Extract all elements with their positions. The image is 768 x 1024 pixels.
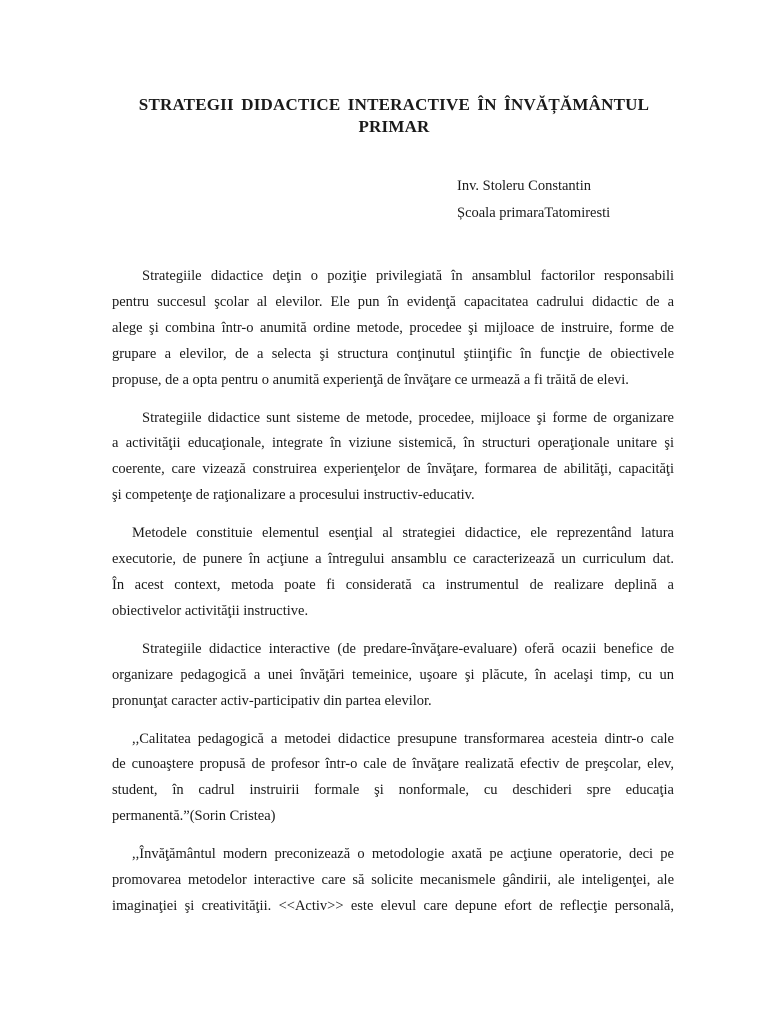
paragraph-line: obiectivelor activităţii instructive. xyxy=(112,602,309,619)
paragraph-line: propuse, de a opta pentru o anumită experienţă de învăţare ce urmează a fi trăită de elevi. xyxy=(112,371,629,388)
title-line-1: STRATEGII DIDACTICE INTERACTIVE ÎN ÎNVĂȚĂMÂNTUL xyxy=(138,95,650,114)
author-school: Școala primaraTatomiresti xyxy=(457,205,611,221)
paragraph-line: Strategiile didactice interactive (de predare-învăţare-evaluare) oferă ocazii benefice de xyxy=(142,640,674,657)
paragraph-line: pentru succesul şcolar al elevilor. Ele pun în evidenţă capacitatea cadrului didactic de a xyxy=(112,293,674,310)
paragraph-line: Metodele constituie elementul esenţial al strategiei didactice, ele reprezentând latura xyxy=(132,525,674,542)
paragraph xyxy=(112,406,674,510)
paragraph-line: coerente, care vizează construirea experienţelor de învăţare, formarea de abilităţi, capacităţi xyxy=(112,461,674,478)
paragraph xyxy=(112,842,674,920)
paragraph-line: student, în cadrul instruirii formale şi nonformale, cu deschideri spre educaţia xyxy=(112,782,674,799)
paragraph xyxy=(112,727,674,831)
paragraph-line: Strategiile didactice sunt sisteme de metode, procedee, mijloace şi forme de organizare xyxy=(142,409,674,426)
paragraph-line: alege şi combina într-o anumită ordine metode, procedee şi mijloace de instruire, forme de xyxy=(112,319,674,336)
author-name: Inv. Stoleru Constantin xyxy=(457,178,591,194)
paragraph xyxy=(112,637,674,715)
paragraph-line: În acest context, metoda poate fi considerată ca instrumentul de realizare deplină a xyxy=(112,576,674,593)
document-title xyxy=(100,94,688,138)
document-body xyxy=(112,264,674,932)
paragraph-line: Strategiile didactice deţin o poziţie privilegiată în ansamblul factorilor responsabili xyxy=(142,268,674,284)
paragraph-line: şi competenţe de raţionalizare a procesului instructiv-educativ. xyxy=(112,487,475,504)
paragraph-line: grupare a elevilor, de a selecta şi structura conţinutul ştiinţific în funcţie de obiectivele xyxy=(112,345,674,362)
paragraph-line: a activităţii educaţionale, integrate în viziune sistemică, în structuri operaţionale unitare şi xyxy=(112,435,674,452)
paragraph-line: imaginaţiei şi creativităţii. <<Activ>> este elevul care depune efort de reflecţie personală, xyxy=(112,897,674,914)
paragraph-line: promovarea metodelor interactive care să solicite mecanismele gândirii, ale inteligenţei, ale xyxy=(112,872,674,889)
paragraph-line: ,,Calitatea pedagogică a metodei didactice presupune transformarea acesteia dintr-o cale xyxy=(132,730,674,747)
paragraph-line: ,,Învăţământul modern preconizează o metodologie axată pe acţiune operatorie, deci pe xyxy=(132,846,674,863)
paragraph-line: organizare pedagogică a unei învăţări temeinice, uşoare şi plăcute, în acelaşi timp, cu un xyxy=(112,666,674,683)
paragraph xyxy=(112,521,674,625)
paragraph-line: executorie, de punere în acţiune a întregului ansamblu ce caracterizează un curriculum dat. xyxy=(112,551,674,568)
title-line-2: PRIMAR xyxy=(358,117,430,136)
paragraph xyxy=(112,264,674,394)
paragraph-line: pronunţat caracter activ-participativ din partea elevilor. xyxy=(112,692,432,709)
paragraph-line: de cunoaştere propusă de profesor într-o cale de învăţare realizată efectiv de preşcolar, elev, xyxy=(112,756,674,773)
paragraph-line: permanentă.”(Sorin Cristea) xyxy=(112,808,276,825)
